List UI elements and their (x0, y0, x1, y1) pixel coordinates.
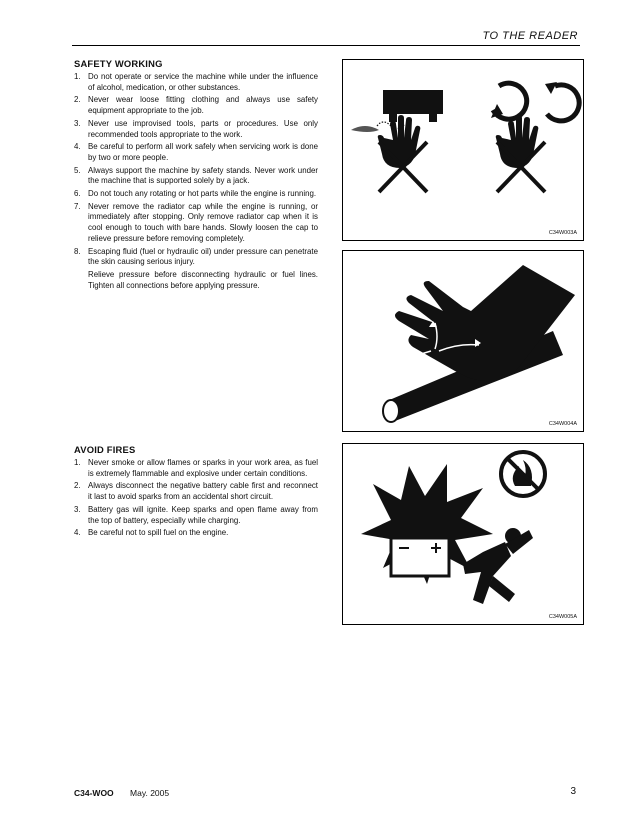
doc-code: C34-WOO (74, 788, 114, 798)
list-item: 1. Do not operate or service the machine while under the influence of alcohol, medication, or other substances. (74, 72, 318, 92)
footer-left (74, 788, 169, 798)
list-item: 3. Battery gas will ignite. Keep sparks and open flame away from the top of battery, especially while charging. (74, 504, 318, 525)
list-item: 5. Always support the machine by safety stands. Never work under the machine that is supported solely by a jack. (74, 165, 318, 186)
safety-working-heading: SAFETY WORKING (74, 58, 163, 69)
safety-working-list (74, 72, 318, 291)
list-item: 8. Escaping fluid (fuel or hydraulic oil) under pressure can penetrate the skin causing serious injury. Relieve pressure before disconnecting hydraulic or fuel lines. Tighten all connections before applying pressure. (74, 246, 318, 290)
figure-battery-explosion (342, 443, 584, 625)
avoid-fires-list (74, 458, 318, 539)
doc-date: May. 2005 (130, 788, 170, 798)
hot-rotating-warning-illustration (343, 60, 583, 240)
list-item: 6. Do not touch any rotating or hot parts while the engine is running. (74, 189, 317, 199)
figure-rotating-hot-parts (342, 59, 584, 241)
figure-fluid-penetration (342, 250, 584, 432)
list-item: 4. Be careful not to spill fuel on the engine. (74, 528, 229, 538)
falling-person-icon (463, 528, 533, 604)
no-fire-icon (501, 452, 545, 496)
safety-working-section (74, 58, 318, 293)
list-item: 2. Never wear loose fitting clothing and always use safety equipment appropriate to the job. (74, 95, 318, 116)
avoid-fires-heading: AVOID FIRES (74, 444, 136, 455)
figure-code: C34W004A (548, 421, 577, 427)
figure-code: C34W005A (548, 614, 577, 620)
header-rule (72, 45, 580, 46)
list-item-note: Relieve pressure before disconnecting hydraulic or fuel lines. Tighten all connections before applying pressure. (88, 269, 318, 290)
heat-spray-icon (351, 126, 379, 132)
engine-block-icon (383, 90, 443, 114)
figure-code: C34W003A (548, 230, 577, 236)
list-item: 2. Always disconnect the negative battery cable first and reconnect it last to avoid sparks from an accidental short circuit. (74, 481, 318, 502)
page-number: 3 (570, 786, 576, 797)
list-item: 4. Be careful to perform all work safely when servicing work is done by two or more people. (74, 142, 318, 162)
avoid-fires-section (74, 444, 318, 541)
list-item: 3. Never use improvised tools, parts or procedures. Use only recommended tools appropriate to the work. (74, 118, 318, 139)
running-header: TO THE READER (482, 30, 578, 42)
list-item: 1. Never smoke or allow flames or sparks in your work area, as fuel is extremely flammable and explosive under certain conditions. (74, 458, 318, 478)
hand-icon (395, 265, 575, 381)
battery-icon (391, 532, 449, 576)
battery-explosion-illustration (343, 444, 583, 624)
fluid-injection-illustration (343, 251, 583, 431)
list-item: 7. Never remove the radiator cap while the engine is running, or immediately after stopping. Only remove radiator cap when it is cool enough to touch with bare hands. Slowly loosen the cap to relieve pressure before removing completely. (74, 201, 318, 243)
rotating-arrows-icon (493, 83, 579, 121)
